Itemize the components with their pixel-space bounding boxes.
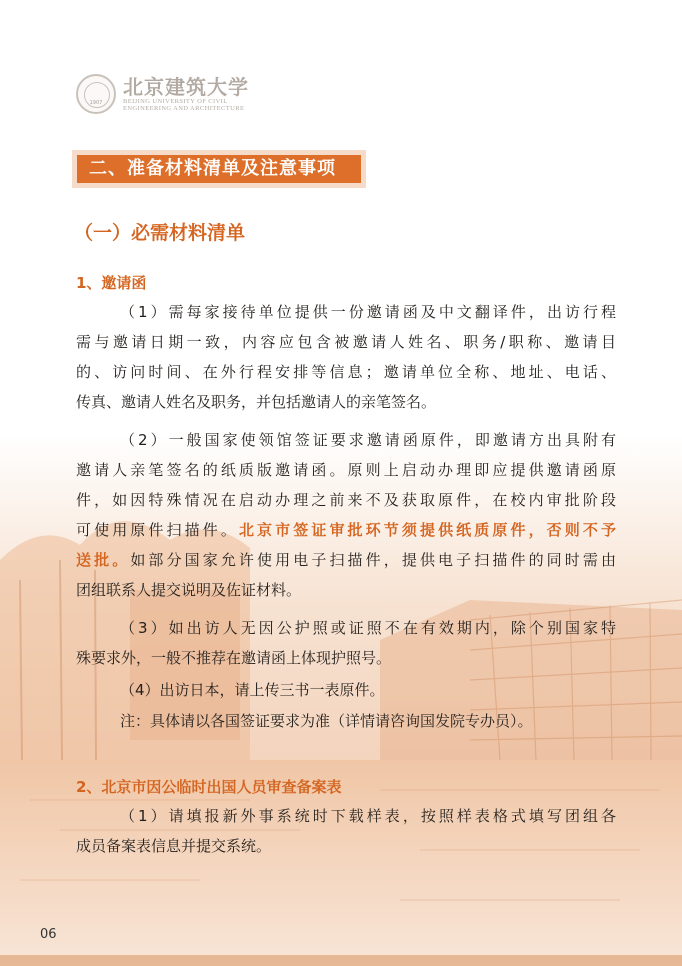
- paragraph-4: [76, 675, 616, 705]
- paragraph-3: [76, 613, 616, 673]
- item-heading-record-form: 2、北京市因公临时出国人员审查备案表: [76, 778, 342, 796]
- section-title: 二、准备材料清单及注意事项: [77, 155, 361, 183]
- note-paragraph: [76, 706, 616, 736]
- text-line: 的、访问时间、在外行程安排等信息；邀请单位全称、地址、电话、: [76, 363, 616, 381]
- university-name-en-2: ENGINEERING AND ARCHITECTURE: [123, 105, 245, 112]
- text-segment: 如部分国家允许使用电子扫描件，提供电子扫描件的同时需由: [130, 551, 616, 569]
- highlight-text: 北京市签证审批环节须提供纸质原件，否则不予: [238, 521, 616, 539]
- text-line: 邀请人亲笔签名的纸质版邀请函。原则上启动办理即应提供邀请函原: [76, 461, 616, 479]
- text-segment: 可使用原件扫描件。: [76, 521, 239, 539]
- text-line: 件，如因特殊情况在启动办理之前来不及获取原件，在校内审批阶段: [76, 491, 616, 509]
- item-heading-invitation: 1、邀请函: [76, 274, 147, 292]
- seal-year: 1907: [89, 100, 103, 106]
- paragraph-5: [76, 801, 616, 861]
- subsection-title: （一）必需材料清单: [74, 222, 246, 244]
- text-line: （2）一般国家使领馆签证要求邀请函原件，即邀请方出具附有: [120, 431, 616, 449]
- highlight-text: 送批。: [76, 551, 131, 569]
- text-line: 成员备案表信息并提交系统。: [76, 837, 272, 855]
- text-line-mixed: [76, 545, 616, 575]
- text-line: （1）需每家接待单位提供一份邀请函及中文翻译件，出访行程: [120, 303, 616, 321]
- text-line: 团组联系人提交说明及佐证材料。: [76, 581, 302, 599]
- section-banner: [72, 150, 366, 188]
- text-line: 殊要求外，一般不推荐在邀请函上体现护照号。: [76, 649, 392, 667]
- text-line: （4）出访日本，请上传三书一表原件。: [120, 681, 385, 699]
- university-logo: [76, 74, 249, 114]
- text-line: 注：具体请以各国签证要求为准（详情请咨询国发院专办员）。: [120, 712, 533, 730]
- paragraph-2: [76, 425, 616, 605]
- university-name-en-1: BEIJING UNIVERSITY OF CIVIL: [123, 97, 228, 105]
- paragraph-1: [76, 297, 616, 417]
- university-seal-icon: [76, 74, 116, 114]
- page-number: 06: [40, 927, 57, 942]
- text-line: （3）如出访人无因公护照或证照不在有效期内，除个别国家特: [120, 619, 616, 637]
- logo-wordmark: [123, 76, 249, 113]
- text-line-mixed: [76, 515, 616, 545]
- text-line: 传真、邀请人姓名及职务，并包括邀请人的亲笔签名。: [76, 393, 437, 411]
- text-line: （1）请填报新外事系统时下载样表，按照样表格式填写团组各: [120, 807, 616, 825]
- text-line: 需与邀请日期一致，内容应包含被邀请人姓名、职务/职称、邀请目: [76, 333, 616, 351]
- university-name-cn: 北京建筑大学: [123, 74, 249, 99]
